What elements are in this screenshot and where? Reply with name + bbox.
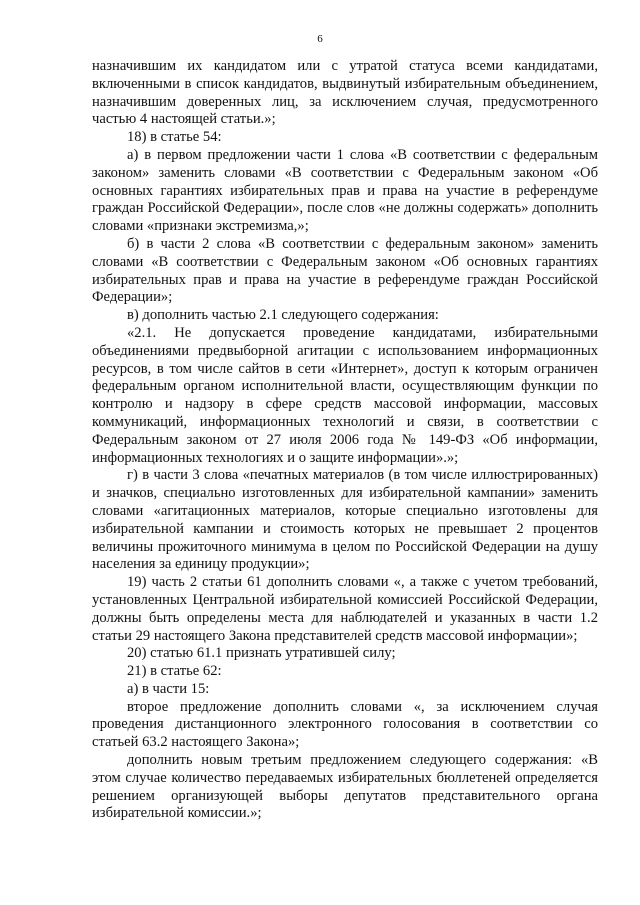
paragraph-item-19: 19) часть 2 статьи 61 дополнить словами «, а также с учетом требований, установленных Центральной избирательной комиссией Российской Федерации, должны быть определены места для наблюдателей и указанных в части 1.2 статьи 29 настоящего Закона представителей средств массовой информации»; — [92, 574, 598, 644]
paragraph-item-20: 20) статью 61.1 признать утратившей силу; — [127, 645, 396, 662]
paragraph-third-sentence: дополнить новым третьим предложением следующего содержания: «В этом случае количество передаваемых избирательных бюллетеней определяется решением организующей выборы депутатов представительного органа избирательной комиссии.»; — [92, 752, 598, 822]
paragraph-item-18b: б) в части 2 слова «В соответствии с федеральным законом» заменить словами «В соответствии с Федеральным законом «Об основных гарантиях избирательных прав и права на участие в референдуме граждан Российской Федерации»; — [92, 235, 598, 306]
paragraph-continuation: назначившим их кандидатом или с утратой статуса всеми кандидатами, включенными в список кандидатов, выдвинутый избирательным объединением, назначившим доверенных лиц, за исключением случая, предусмотренного частью 4 настоящей статьи.»; — [92, 58, 598, 128]
paragraph-quote-2-1: «2.1. Не допускается проведение кандидатами, избирательными объединениями предвыборной агитации с использованием информационных ресурсов, в том числе сайтов в сети «Интернет», доступ к которым ограничен федеральным органом исполнительной власти, осуществляющим функции по контролю и надзору в сфере средств массовой информации, массовых коммуникаций, информационных технологий и связи, в соответствии с Федеральным законом от 27 июля 2006 года № 149-ФЗ «Об информации, информационных технологиях и о защите информации».»; — [92, 324, 598, 466]
paragraph-item-18: 18) в статье 54: — [127, 129, 222, 146]
paragraph-item-21: 21) в статье 62: — [127, 663, 222, 680]
document-body — [92, 58, 598, 823]
paragraph-item-18v: в) дополнить частью 2.1 следующего содержания: — [127, 307, 439, 324]
paragraph-second-sentence: второе предложение дополнить словами «, за исключением случая проведения дистанционного электронного голосования в соответствии со статьей 63.2 настоящего Закона»; — [92, 698, 598, 751]
paragraph-item-18a: а) в первом предложении части 1 слова «В соответствии с федеральным законом» заменить словами «В соответствии с Федеральным законом «Об основных гарантиях избирательных прав и права на участие в референдуме граждан Российской Федерации», после слов «не должны содержать» дополнить словами «признаки экстремизма,»; — [92, 146, 598, 235]
paragraph-item-21a: а) в части 15: — [127, 680, 210, 697]
page-number: 6 — [317, 33, 323, 45]
paragraph-item-18g: г) в части 3 слова «печатных материалов (в том числе иллюстрированных) и значков, специально изготовленных для избирательной кампании» заменить словами «агитационных материалов, которые специально изготовлены для избирательной кампании и стоимость которых не превышает 2 процентов величины прожиточного минимума в целом по Российской Федерации на душу населения за единицу продукции»; — [92, 467, 598, 573]
